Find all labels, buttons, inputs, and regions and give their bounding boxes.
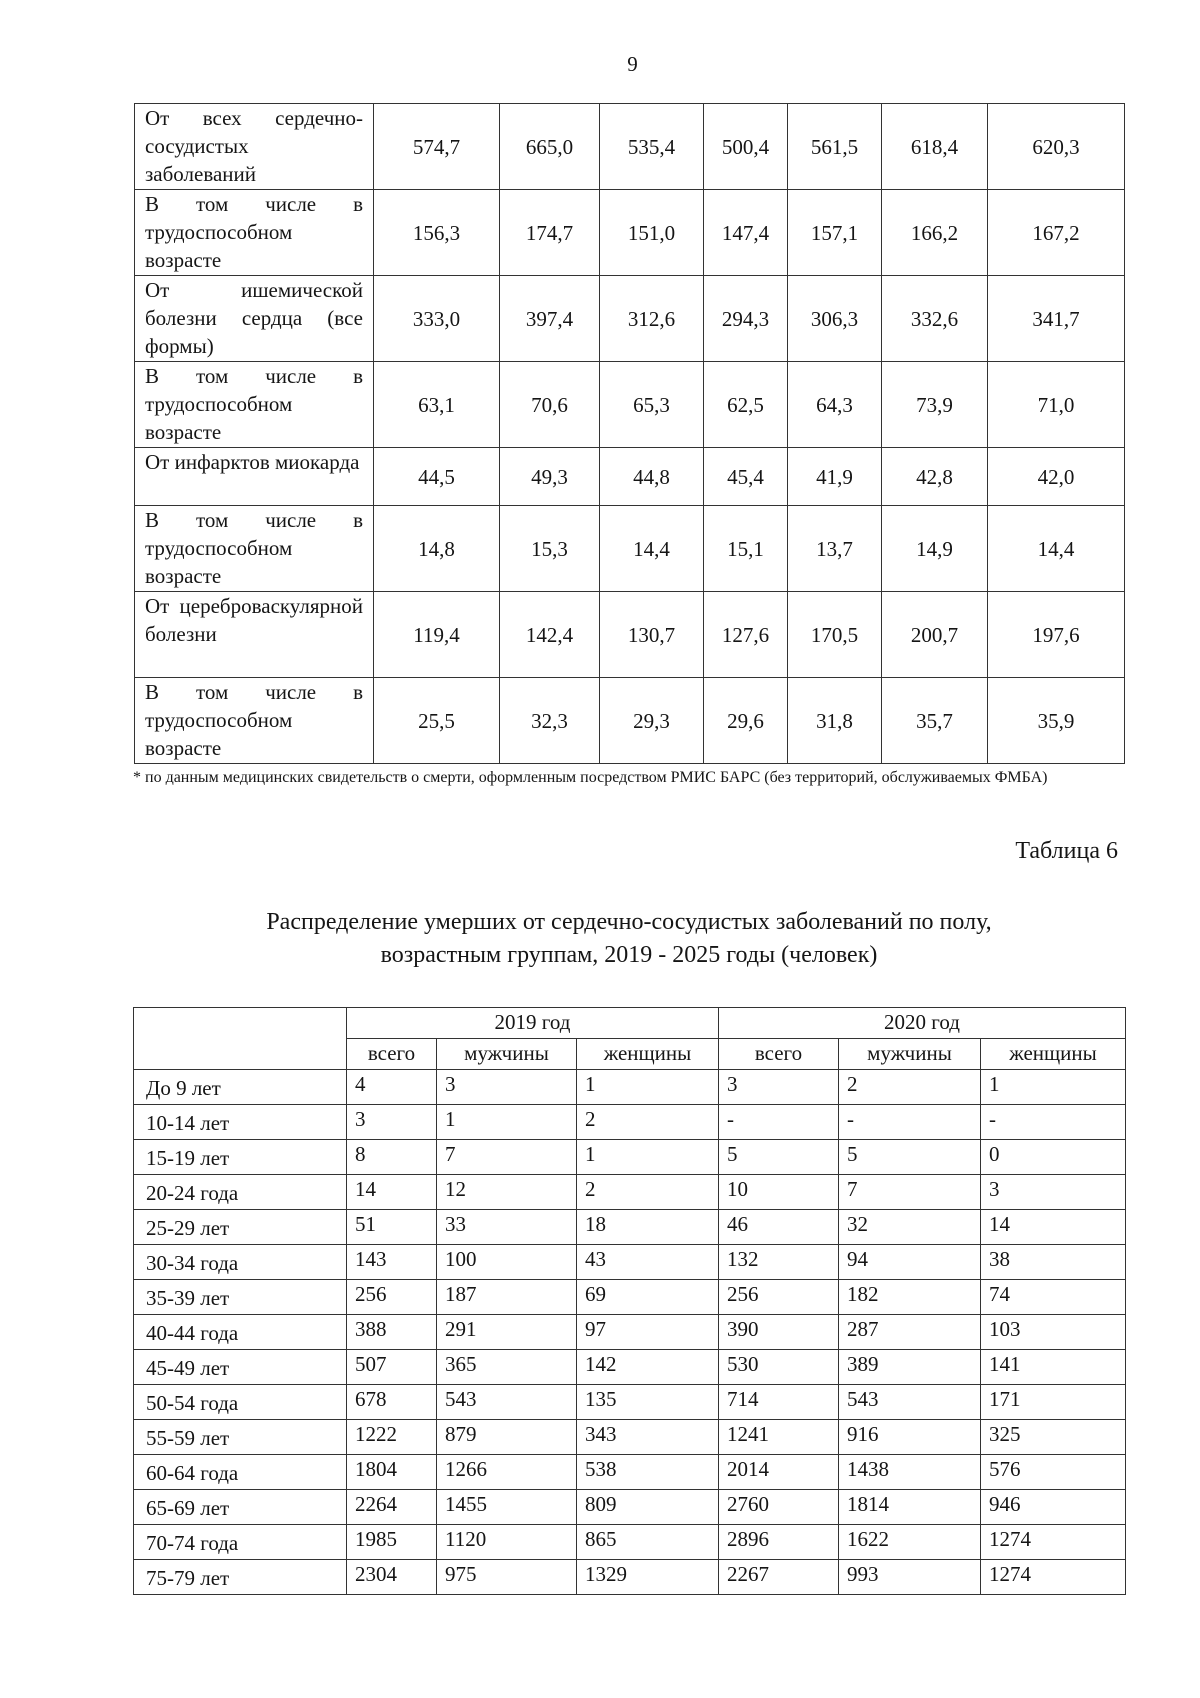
mortality-rates-table <box>134 103 1125 764</box>
value-cell: 41,9 <box>788 448 882 506</box>
value-cell: 15,3 <box>500 506 600 592</box>
value-cell: 294,3 <box>704 276 788 362</box>
value-cell: 130,7 <box>600 592 704 678</box>
age-group-label: 55-59 лет <box>134 1420 347 1455</box>
age-group-label: 10-14 лет <box>134 1105 347 1140</box>
value-cell: 70,6 <box>500 362 600 448</box>
count-cell: 2304 <box>347 1560 437 1595</box>
count-cell: 365 <box>437 1350 577 1385</box>
count-cell: 187 <box>437 1280 577 1315</box>
table-row <box>135 448 1125 506</box>
count-cell: 32 <box>839 1210 981 1245</box>
table-row <box>134 1385 1126 1420</box>
value-cell: 341,7 <box>988 276 1125 362</box>
count-cell: 5 <box>839 1140 981 1175</box>
table-row <box>134 1140 1126 1175</box>
age-group-label: 25-29 лет <box>134 1210 347 1245</box>
age-group-label: 75-79 лет <box>134 1560 347 1595</box>
table-row <box>134 1525 1126 1560</box>
count-cell: 2267 <box>719 1560 839 1595</box>
row-label: От цереброваскулярной болезни <box>135 592 374 678</box>
count-cell: 182 <box>839 1280 981 1315</box>
count-cell: 2760 <box>719 1490 839 1525</box>
count-cell: 1266 <box>437 1455 577 1490</box>
value-cell: 174,7 <box>500 190 600 276</box>
value-cell: 25,5 <box>374 678 500 764</box>
count-cell: 287 <box>839 1315 981 1350</box>
table-row <box>134 1245 1126 1280</box>
value-cell: 665,0 <box>500 104 600 190</box>
table-row <box>135 104 1125 190</box>
age-group-label: 70-74 года <box>134 1525 347 1560</box>
count-cell: 946 <box>981 1490 1126 1525</box>
count-cell: 14 <box>981 1210 1126 1245</box>
count-cell: 100 <box>437 1245 577 1280</box>
value-cell: 63,1 <box>374 362 500 448</box>
count-cell: 1622 <box>839 1525 981 1560</box>
count-cell: 46 <box>719 1210 839 1245</box>
age-group-label: 30-34 года <box>134 1245 347 1280</box>
header-total-2019: всего <box>347 1039 437 1070</box>
count-cell: 865 <box>577 1525 719 1560</box>
count-cell: 14 <box>347 1175 437 1210</box>
count-cell: 8 <box>347 1140 437 1175</box>
value-cell: 618,4 <box>882 104 988 190</box>
value-cell: 332,6 <box>882 276 988 362</box>
count-cell: 103 <box>981 1315 1126 1350</box>
value-cell: 49,3 <box>500 448 600 506</box>
age-group-label: 40-44 года <box>134 1315 347 1350</box>
table-row <box>135 362 1125 448</box>
count-cell: 97 <box>577 1315 719 1350</box>
value-cell: 32,3 <box>500 678 600 764</box>
count-cell: 809 <box>577 1490 719 1525</box>
count-cell: 5 <box>719 1140 839 1175</box>
table-row <box>134 1280 1126 1315</box>
table-title-line-1: Распределение умерших от сердечно-сосудистых заболеваний по полу, <box>266 909 992 935</box>
count-cell: 576 <box>981 1455 1126 1490</box>
count-cell: 1804 <box>347 1455 437 1490</box>
count-cell: 1329 <box>577 1560 719 1595</box>
table-row <box>135 190 1125 276</box>
count-cell: 171 <box>981 1385 1126 1420</box>
value-cell: 71,0 <box>988 362 1125 448</box>
value-cell: 312,6 <box>600 276 704 362</box>
count-cell: 12 <box>437 1175 577 1210</box>
count-cell: 2 <box>839 1070 981 1105</box>
count-cell: 256 <box>719 1280 839 1315</box>
table-title <box>134 906 1124 972</box>
row-label: От всех сердечно-сосудистых заболеваний <box>135 104 374 190</box>
age-group-label: 20-24 года <box>134 1175 347 1210</box>
value-cell: 200,7 <box>882 592 988 678</box>
count-cell: - <box>839 1105 981 1140</box>
value-cell: 14,8 <box>374 506 500 592</box>
table-row <box>134 1455 1126 1490</box>
count-cell: 0 <box>981 1140 1126 1175</box>
value-cell: 45,4 <box>704 448 788 506</box>
age-group-header <box>134 1008 347 1070</box>
age-group-label: 45-49 лет <box>134 1350 347 1385</box>
value-cell: 65,3 <box>600 362 704 448</box>
value-cell: 151,0 <box>600 190 704 276</box>
value-cell: 333,0 <box>374 276 500 362</box>
count-cell: 141 <box>981 1350 1126 1385</box>
row-label: От ишемической болезни сердца (все формы) <box>135 276 374 362</box>
count-cell: 390 <box>719 1315 839 1350</box>
count-cell: 538 <box>577 1455 719 1490</box>
count-cell: - <box>719 1105 839 1140</box>
count-cell: 1222 <box>347 1420 437 1455</box>
value-cell: 44,8 <box>600 448 704 506</box>
table-row <box>135 506 1125 592</box>
count-cell: 69 <box>577 1280 719 1315</box>
count-cell: 7 <box>839 1175 981 1210</box>
value-cell: 31,8 <box>788 678 882 764</box>
value-cell: 119,4 <box>374 592 500 678</box>
count-cell: 1 <box>981 1070 1126 1105</box>
value-cell: 620,3 <box>988 104 1125 190</box>
table-row <box>134 1210 1126 1245</box>
count-cell: 1455 <box>437 1490 577 1525</box>
count-cell: 291 <box>437 1315 577 1350</box>
value-cell: 13,7 <box>788 506 882 592</box>
count-cell: 993 <box>839 1560 981 1595</box>
value-cell: 156,3 <box>374 190 500 276</box>
value-cell: 142,4 <box>500 592 600 678</box>
table-row <box>135 592 1125 678</box>
count-cell: 530 <box>719 1350 839 1385</box>
value-cell: 197,6 <box>988 592 1125 678</box>
table-row <box>134 1070 1126 1105</box>
year-header-2019: 2019 год <box>347 1008 719 1039</box>
value-cell: 35,7 <box>882 678 988 764</box>
count-cell: 543 <box>839 1385 981 1420</box>
count-cell: 2014 <box>719 1455 839 1490</box>
count-cell: - <box>981 1105 1126 1140</box>
count-cell: 2 <box>577 1105 719 1140</box>
count-cell: 1274 <box>981 1560 1126 1595</box>
value-cell: 64,3 <box>788 362 882 448</box>
value-cell: 147,4 <box>704 190 788 276</box>
count-cell: 18 <box>577 1210 719 1245</box>
count-cell: 2896 <box>719 1525 839 1560</box>
value-cell: 166,2 <box>882 190 988 276</box>
table-row <box>134 1560 1126 1595</box>
value-cell: 62,5 <box>704 362 788 448</box>
table-title-line-2: возрастным группам, 2019 - 2025 годы (человек) <box>380 942 878 968</box>
count-cell: 678 <box>347 1385 437 1420</box>
header-women-2020: женщины <box>981 1039 1126 1070</box>
table-row <box>134 1175 1126 1210</box>
count-cell: 3 <box>981 1175 1126 1210</box>
count-cell: 1 <box>577 1140 719 1175</box>
header-total-2020: всего <box>719 1039 839 1070</box>
count-cell: 38 <box>981 1245 1126 1280</box>
count-cell: 975 <box>437 1560 577 1595</box>
value-cell: 157,1 <box>788 190 882 276</box>
value-cell: 397,4 <box>500 276 600 362</box>
table-row <box>134 1105 1126 1140</box>
count-cell: 43 <box>577 1245 719 1280</box>
age-group-label: До 9 лет <box>134 1070 347 1105</box>
table-row <box>134 1315 1126 1350</box>
value-cell: 15,1 <box>704 506 788 592</box>
value-cell: 35,9 <box>988 678 1125 764</box>
deaths-by-sex-age-table <box>133 1007 1126 1595</box>
table-row <box>135 276 1125 362</box>
count-cell: 714 <box>719 1385 839 1420</box>
row-label: В том числе в трудоспособном возрасте <box>135 362 374 448</box>
count-cell: 4 <box>347 1070 437 1105</box>
age-group-label: 65-69 лет <box>134 1490 347 1525</box>
value-cell: 500,4 <box>704 104 788 190</box>
value-cell: 14,4 <box>600 506 704 592</box>
value-cell: 73,9 <box>882 362 988 448</box>
row-label: В том числе в трудоспособном возрасте <box>135 506 374 592</box>
count-cell: 325 <box>981 1420 1126 1455</box>
count-cell: 2264 <box>347 1490 437 1525</box>
table-label: Таблица 6 <box>1015 838 1118 864</box>
header-women-2019: женщины <box>577 1039 719 1070</box>
table-row <box>135 678 1125 764</box>
table-row <box>134 1420 1126 1455</box>
count-cell: 343 <box>577 1420 719 1455</box>
count-cell: 132 <box>719 1245 839 1280</box>
value-cell: 42,0 <box>988 448 1125 506</box>
value-cell: 535,4 <box>600 104 704 190</box>
count-cell: 10 <box>719 1175 839 1210</box>
value-cell: 29,3 <box>600 678 704 764</box>
value-cell: 167,2 <box>988 190 1125 276</box>
count-cell: 2 <box>577 1175 719 1210</box>
count-cell: 1438 <box>839 1455 981 1490</box>
count-cell: 3 <box>347 1105 437 1140</box>
count-cell: 879 <box>437 1420 577 1455</box>
value-cell: 127,6 <box>704 592 788 678</box>
count-cell: 1814 <box>839 1490 981 1525</box>
value-cell: 306,3 <box>788 276 882 362</box>
count-cell: 256 <box>347 1280 437 1315</box>
header-men-2019: мужчины <box>437 1039 577 1070</box>
value-cell: 561,5 <box>788 104 882 190</box>
value-cell: 574,7 <box>374 104 500 190</box>
count-cell: 1 <box>577 1070 719 1105</box>
age-group-label: 50-54 года <box>134 1385 347 1420</box>
count-cell: 389 <box>839 1350 981 1385</box>
age-group-label: 35-39 лет <box>134 1280 347 1315</box>
count-cell: 33 <box>437 1210 577 1245</box>
value-cell: 44,5 <box>374 448 500 506</box>
page-number: 9 <box>627 52 638 76</box>
value-cell: 42,8 <box>882 448 988 506</box>
count-cell: 3 <box>719 1070 839 1105</box>
value-cell: 29,6 <box>704 678 788 764</box>
footnote: * по данным медицинских свидетельств о смерти, оформленным посредством РМИС БАРС (без территорий, обслуживаемых ФМБА) <box>133 769 1048 786</box>
age-group-label: 15-19 лет <box>134 1140 347 1175</box>
year-header-2020: 2020 год <box>719 1008 1126 1039</box>
table-row <box>134 1490 1126 1525</box>
row-label: В том числе в трудоспособном возрасте <box>135 190 374 276</box>
value-cell: 14,4 <box>988 506 1125 592</box>
count-cell: 1120 <box>437 1525 577 1560</box>
row-label: От инфарктов миокарда <box>135 448 374 506</box>
count-cell: 1 <box>437 1105 577 1140</box>
count-cell: 543 <box>437 1385 577 1420</box>
count-cell: 1274 <box>981 1525 1126 1560</box>
row-label: В том числе в трудоспособном возрасте <box>135 678 374 764</box>
count-cell: 135 <box>577 1385 719 1420</box>
count-cell: 51 <box>347 1210 437 1245</box>
table-row <box>134 1350 1126 1385</box>
count-cell: 7 <box>437 1140 577 1175</box>
age-group-label: 60-64 года <box>134 1455 347 1490</box>
header-men-2020: мужчины <box>839 1039 981 1070</box>
year-header-row <box>134 1008 1126 1039</box>
value-cell: 14,9 <box>882 506 988 592</box>
count-cell: 1241 <box>719 1420 839 1455</box>
count-cell: 388 <box>347 1315 437 1350</box>
count-cell: 143 <box>347 1245 437 1280</box>
count-cell: 142 <box>577 1350 719 1385</box>
count-cell: 3 <box>437 1070 577 1105</box>
count-cell: 1985 <box>347 1525 437 1560</box>
count-cell: 94 <box>839 1245 981 1280</box>
count-cell: 916 <box>839 1420 981 1455</box>
value-cell: 170,5 <box>788 592 882 678</box>
count-cell: 507 <box>347 1350 437 1385</box>
count-cell: 74 <box>981 1280 1126 1315</box>
